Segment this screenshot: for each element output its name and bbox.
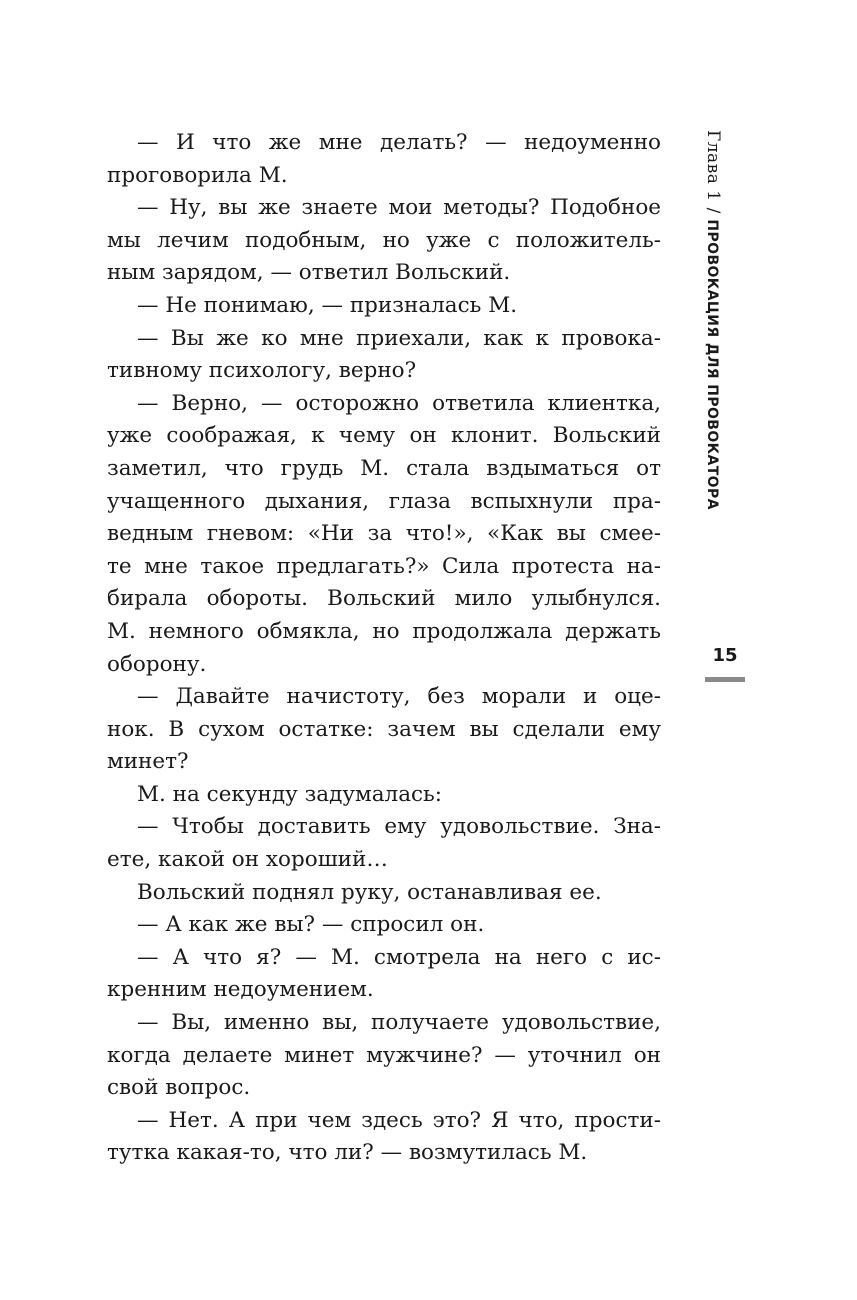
text-line: — А как же вы? — спросил он. <box>137 912 485 938</box>
page-number-bar <box>705 677 745 682</box>
text-line: Вольский поднял руку, останавливая ее. <box>137 879 602 905</box>
text-line: — Верно, — осторожно ответила клиентка, <box>137 390 661 416</box>
text-line: — Ну, вы же знаете мои методы? Подобное <box>137 195 661 221</box>
text-line: тивному психологу, верно? <box>107 358 417 384</box>
text-line: — Нет. А при чем здесь это? Я что, прости- <box>137 1107 661 1133</box>
text-line: — А что я? — М. смотрела на него с ис- <box>137 944 661 970</box>
text-line: ведным гневом: «Ни за что!», «Как вы смее- <box>107 521 661 547</box>
text-line: когда делаете минет мужчине? — уточнил он <box>107 1042 661 1068</box>
body-text <box>107 127 661 1170</box>
text-line: кренним недоумением. <box>107 977 374 1003</box>
chapter-title: ПРОВОКАЦИЯ ДЛЯ ПРОВОКАТОРА <box>704 219 720 510</box>
text-line: уже соображая, к чему он клонит. Вольский <box>107 423 661 449</box>
text-line: минет? <box>107 749 189 775</box>
text-line: — Не понимаю, — призналась М. <box>137 292 518 318</box>
page-number: 15 <box>712 645 738 666</box>
text-line: те мне такое предлагать?» Сила протеста на- <box>107 553 661 579</box>
text-line: — Вы, именно вы, получаете удовольствие, <box>137 1010 661 1036</box>
text-line: проговорила М. <box>107 162 288 188</box>
text-line: бирала обороты. Вольский мило улыбнулся. <box>107 586 661 612</box>
text-line: М. на секунду задумалась: <box>137 781 443 807</box>
text-line: тутка какая-то, что ли? — возмутилась М. <box>107 1140 588 1166</box>
text-line: нок. В сухом остатке: зачем вы сделали ему <box>107 716 661 742</box>
text-line: мы лечим подобным, но уже с положитель- <box>107 227 661 253</box>
text-line: — Давайте начистоту, без морали и оце- <box>137 684 661 710</box>
running-header <box>700 130 728 570</box>
text-line: свой вопрос. <box>107 1075 251 1101</box>
text-line: заметил, что грудь М. стала вздыматься от <box>107 455 661 481</box>
text-line: — Вы же ко мне приехали, как к провока- <box>137 325 661 351</box>
text-line: — Чтобы доставить ему удовольствие. Зна- <box>137 814 661 840</box>
text-line: оборону. <box>107 651 207 677</box>
text-line: учащенного дыхания, глаза вспыхнули пра- <box>107 488 661 514</box>
chapter-label: Глава 1 <box>703 130 723 202</box>
text-line: ете, какой он хороший… <box>107 847 388 873</box>
text-line: М. немного обмякла, но продолжала держать <box>107 618 661 644</box>
text-line: ным зарядом, — ответил Вольский. <box>107 260 511 286</box>
text-line: — И что же мне делать? — недоуменно <box>137 130 661 155</box>
header-separator: / <box>703 207 723 214</box>
